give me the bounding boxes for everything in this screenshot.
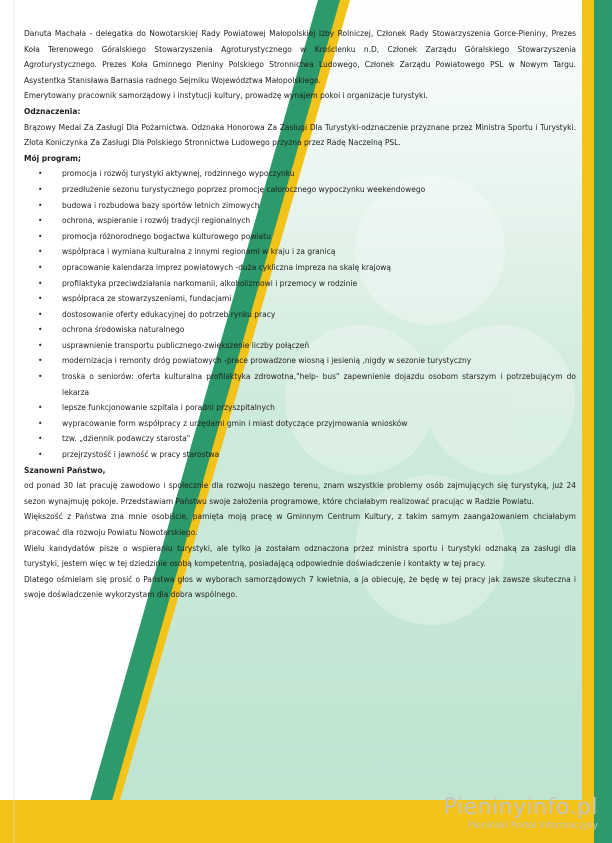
list-item	[24, 291, 576, 307]
bullet-icon: •	[38, 200, 43, 210]
list-item	[24, 353, 576, 369]
list-item-text: ochrona, wspieranie i rozwój tradycji regionalnych	[62, 216, 251, 226]
bullet-icon: •	[38, 278, 43, 288]
bullet-icon: •	[38, 216, 43, 226]
bullet-icon: •	[38, 231, 43, 241]
list-item-text: promocja i rozwój turystyki aktywnej, rodzinnego wypoczynku	[62, 169, 295, 179]
list-item-text: dostosowanie oferty edukacyjnej do potrzeb rynku pracy	[62, 309, 276, 319]
list-item-text: promocja różnorodnego bogactwa kulturowego powiatu	[62, 231, 271, 241]
list-item	[24, 276, 576, 292]
list-item	[24, 447, 576, 463]
watermark	[444, 796, 598, 832]
bullet-icon: •	[38, 262, 43, 272]
list-item-text: budowa i rozbudowa bazy sportów letnich zimowych	[62, 200, 260, 210]
letter-paragraph: Dlatego ośmielam się prosić o Państwa głos w wyborach samorządowych 7 kwietnia, a ja obiecuję, że będę w tej pracy jak zawsze skuteczna i swoje doświadczenie wykorzystam dla dobra wspólnego.	[24, 574, 576, 600]
list-item	[24, 244, 576, 260]
list-item	[24, 166, 576, 182]
list-item-text: wypracowanie form współpracy z urzędami gmin i miast dotyczące przyjmowania wniosków	[62, 418, 408, 428]
document-body	[24, 26, 576, 603]
awards-text: Brązowy Medal Za Zasługi Dla Pożarnictwa. Odznaka Honorowa Za Zasługi Dla Turystyki-odznaczenie przyznane przez Ministra Sportu i Turystyki. Złota Koniczynka Za Zasługi Dla Polskiego Stronnictwa Ludowego przyzna przez Radę Naczelną PSL.	[24, 122, 576, 148]
bullet-icon: •	[38, 418, 43, 428]
list-item	[24, 198, 576, 214]
list-item	[24, 338, 576, 354]
list-item	[24, 400, 576, 416]
letter-paragraph: Większość z Państwa zna mnie osobiście, pamięta moją pracę w Gminnym Centrum Kultury, z takim samym zaangażowaniem chciałabym pracować dla rozwoju Powiatu Nowotarskiego.	[24, 512, 576, 537]
list-item	[24, 182, 576, 198]
list-item	[24, 307, 576, 323]
bullet-icon: •	[38, 247, 43, 257]
program-list	[24, 166, 576, 462]
bullet-icon: •	[38, 356, 43, 366]
bio-paragraph: Danuta Machała - delegatka do Nowotarskiej Rady Powiatowej Małopolskiej Izby Rolniczej, Członek Rady Stowarzyszenia Gorce-Pieniny, Prezes Koła Terenowego Góralskiego Stowarzyszenia Agroturystycznego w Krośclenku n.D, Członek Zarządu Góralskiego Stowarzyszenia Agroturystycznego. Prezes Koła Gminnego Pieniny Polskiego Stronnictwa Ludowego, Członek Zarządu Powiatowego PSL w Nowym Targu. Asystentka Stanisława Barnasia radnego Sejmiku Województwa Małopolskiego.	[24, 29, 576, 85]
list-item-text: modernizacja i remonty dróg powiatowych -prace prowadzone wiosną i jesienią ,nigdy w sezonie turystyczny	[62, 356, 472, 366]
list-item-text: ochrona środowiska naturalnego	[62, 325, 185, 335]
list-item-text: przedłużenie sezonu turystycznego poprzez promocję całorocznego wypoczynku weekendowego	[62, 184, 426, 194]
letter-paragraph: od ponad 30 lat pracuję zawodowo i społecznie dla rozwoju naszego terenu, znam wszystkie problemy osób zajmujących się turystyką, już 24 sezon wynajmuję pokoje. Przedstawiam Państwu swoje założenia programowe, które chciałabym realizować pracując w Radzie Powiatu.	[24, 481, 576, 506]
list-item-text: profilaktyka przeciwdziałania narkomanii, alkoholizmowi i przemocy w rodzinie	[62, 278, 358, 288]
watermark-subtitle: Pieniński Portal Informacyjny	[468, 821, 598, 831]
watermark-title: Pieninyinfo.pl	[443, 795, 598, 820]
list-item	[24, 431, 576, 447]
bullet-icon: •	[38, 450, 43, 460]
list-item	[24, 369, 576, 400]
list-item-text: przejrzystość i jawność w pracy starostwa	[62, 450, 220, 460]
bullet-icon: •	[38, 372, 43, 382]
bullet-icon: •	[38, 340, 43, 350]
bullet-icon: •	[38, 184, 43, 194]
bullet-icon: •	[38, 309, 43, 319]
bullet-icon: •	[38, 403, 43, 413]
list-item-text: tzw. „dziennik podawczy starosta"	[62, 434, 191, 444]
program-heading: Mój program;	[24, 153, 81, 163]
bullet-icon: •	[38, 294, 43, 304]
list-item-text: współpraca ze stowarzyszeniami, fundacjami	[62, 294, 232, 304]
list-item-text: opracowanie kalendarza imprez powiatowych -duża cykliczna impreza na skalę krajową	[62, 262, 392, 272]
list-item	[24, 416, 576, 432]
list-item	[24, 322, 576, 338]
list-item	[24, 229, 576, 245]
bullet-icon: •	[38, 169, 43, 179]
list-item	[24, 260, 576, 276]
list-item-text: troska o seniorów: oferta kulturalna profilaktyka zdrowotna,"help- bus" zapewnienie dojazdu osobom starszym i potrzebującym do lekarza	[62, 372, 576, 397]
letter-paragraph: Wielu kandydatów pisze o wspieraniu turystyki, ale tylko ja zostałam odznaczona przez ministra sportu i turystyki odznaką za zasługi dla turystyki, jestem więc w tej dziedzinie osobą kompetentną, posiadającą odpowiednie doświadczenie i kontakty w tej pracy.	[24, 543, 576, 569]
list-item	[24, 213, 576, 229]
bio-paragraph: Emerytowany pracownik samorządowy i instytucji kultury, prowadzę wynajem pokoi i organizacje turystyki.	[24, 91, 428, 101]
bullet-icon: •	[38, 434, 43, 444]
awards-heading: Odznaczenia:	[24, 106, 81, 116]
list-item-text: lepsze funkcjonowanie szpitala i poradni przyszpitalnych	[62, 403, 275, 413]
list-item-text: współpraca i wymiana kulturalna z innymi regionami w kraju i za granicą	[62, 247, 336, 257]
letter-greeting: Szanowni Państwo,	[24, 465, 106, 475]
list-item-text: usprawnienie transportu publicznego-zwiększenie liczby połączeń	[62, 340, 310, 350]
bullet-icon: •	[38, 325, 43, 335]
